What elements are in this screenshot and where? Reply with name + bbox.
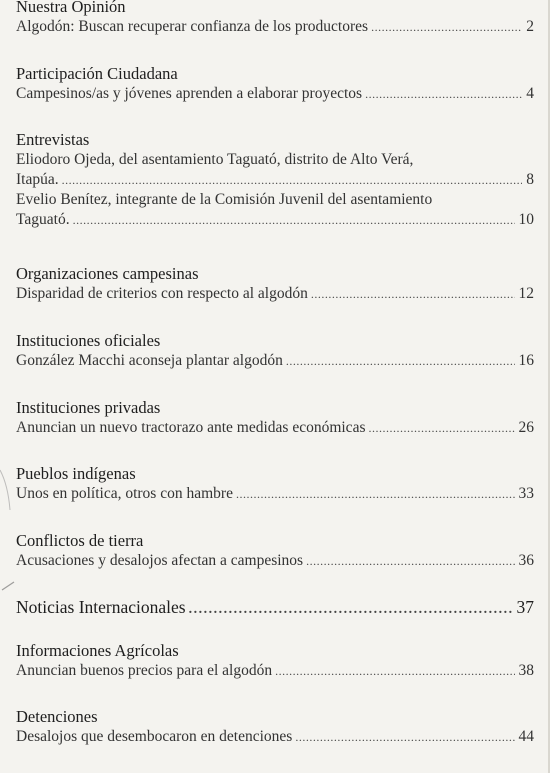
entry-title-line1: Eliodoro Ojeda, del asentamiento Taguató, distrito de Alto Verá, bbox=[16, 151, 414, 168]
toc-section-noticias-internacionales bbox=[16, 597, 534, 620]
dot-leader bbox=[286, 351, 515, 371]
toc-entry[interactable] bbox=[16, 418, 534, 438]
section-heading: Informaciones Agrícolas bbox=[16, 641, 179, 660]
toc-entry[interactable] bbox=[16, 351, 534, 371]
toc-section-conflictos-de-tierra bbox=[16, 531, 534, 571]
page-number: 38 bbox=[518, 662, 534, 679]
page-number: 33 bbox=[518, 485, 534, 502]
toc-entry[interactable] bbox=[16, 170, 534, 190]
toc-entry[interactable] bbox=[16, 17, 534, 37]
page-number: 12 bbox=[518, 285, 534, 302]
page-number: 8 bbox=[526, 171, 534, 188]
toc-entry[interactable] bbox=[16, 597, 534, 620]
section-heading: Instituciones oficiales bbox=[16, 331, 161, 350]
toc-entry[interactable] bbox=[16, 661, 534, 681]
dot-leader bbox=[236, 484, 515, 504]
section-heading: Pueblos indígenas bbox=[16, 464, 136, 483]
entry-title: Campesinos/as y jóvenes aprenden a elaborar proyectos bbox=[16, 85, 363, 102]
entry-title: Disparidad de criterios con respecto al algodón bbox=[16, 285, 308, 302]
toc-entry[interactable] bbox=[16, 727, 534, 747]
entry-title: Algodón: Buscan recuperar confianza de los productores bbox=[16, 18, 369, 35]
dot-leader bbox=[368, 418, 514, 438]
toc-entry[interactable] bbox=[16, 284, 534, 304]
dot-leader bbox=[62, 170, 523, 190]
dot-leader bbox=[275, 661, 514, 681]
dot-leader bbox=[311, 284, 515, 304]
entry-title: Anuncian buenos precios para el algodón bbox=[16, 662, 273, 679]
entry-title: Itapúa. bbox=[16, 171, 59, 188]
entry-title: González Macchi aconseja plantar algodón bbox=[16, 352, 283, 369]
page-number: 16 bbox=[518, 352, 534, 369]
toc-section-instituciones-oficiales bbox=[16, 331, 534, 371]
entry-title: Acusaciones y desalojos afectan a campesinos bbox=[16, 552, 304, 569]
toc-entry[interactable] bbox=[16, 551, 534, 571]
section-heading: Nuestra Opinión bbox=[16, 0, 126, 16]
page-number: 36 bbox=[518, 552, 534, 569]
dot-leader bbox=[295, 727, 514, 747]
entry-title: Noticias Internacionales bbox=[16, 597, 186, 617]
toc-section-pueblos-indigenas bbox=[16, 464, 534, 504]
toc-section-instituciones-privadas bbox=[16, 398, 534, 438]
dot-leader bbox=[306, 551, 514, 571]
page-number: 26 bbox=[518, 419, 534, 436]
dot-leader bbox=[371, 17, 522, 37]
page-number: 2 bbox=[526, 18, 534, 35]
entry-title-line1: Evelio Benítez, integrante de la Comisión Juvenil del asentamiento bbox=[16, 191, 433, 208]
page-number: 44 bbox=[518, 728, 534, 745]
page-number: 10 bbox=[518, 211, 534, 228]
toc-section-informaciones-agricolas bbox=[16, 641, 534, 681]
page-number: 4 bbox=[526, 85, 534, 102]
toc-section-participacion-ciudadana bbox=[16, 64, 534, 104]
dot-leader bbox=[189, 600, 513, 620]
section-heading: Conflictos de tierra bbox=[16, 531, 144, 550]
entry-title: Desalojos que desembocaron en detenciones bbox=[16, 728, 293, 745]
toc-entry[interactable] bbox=[16, 84, 534, 104]
section-heading: Detenciones bbox=[16, 707, 98, 726]
toc-section-entrevistas bbox=[16, 130, 534, 230]
dot-leader bbox=[365, 84, 522, 104]
toc-section-nuestra-opinion bbox=[16, 0, 534, 37]
page-number: 37 bbox=[516, 597, 534, 617]
entry-title: Unos en política, otros con hambre bbox=[16, 485, 233, 502]
entry-title: Taguató. bbox=[16, 211, 70, 228]
dot-leader bbox=[73, 210, 515, 230]
toc-entry[interactable] bbox=[16, 484, 534, 504]
section-heading: Organizaciones campesinas bbox=[16, 264, 199, 283]
entry-title: Anuncian un nuevo tractorazo ante medidas económicas bbox=[16, 419, 366, 436]
toc-section-organizaciones-campesinas bbox=[16, 264, 534, 304]
toc-entry[interactable] bbox=[16, 210, 534, 230]
section-heading: Participación Ciudadana bbox=[16, 64, 178, 83]
section-heading: Instituciones privadas bbox=[16, 398, 161, 417]
toc-section-detenciones bbox=[16, 707, 534, 747]
section-heading: Entrevistas bbox=[16, 130, 90, 149]
